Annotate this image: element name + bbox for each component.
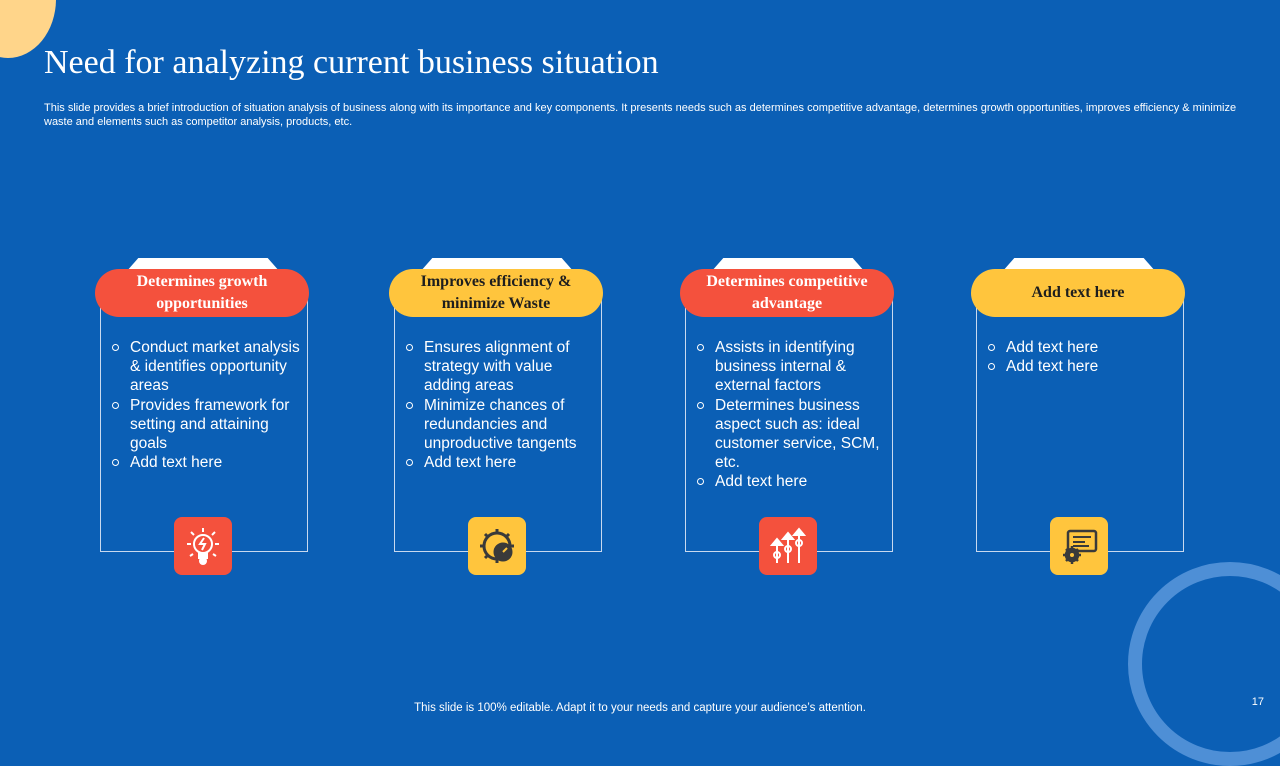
list-item: Add text here	[695, 472, 885, 491]
slide-subtitle: This slide provides a brief introduction of situation analysis of business along with its importance and key components. It presents needs such as determines competitive advantage, determines growth opportunities, improves efficiency & minimize waste and elements such as competitor analysis, products, etc.	[44, 102, 1237, 128]
card-heading: Add text here	[971, 269, 1185, 317]
card-add-text	[974, 258, 1184, 578]
monitor-gear-icon	[1050, 517, 1108, 575]
list-item: Provides framework for setting and attaining goals	[110, 396, 300, 454]
list-item: Conduct market analysis & identifies opportunity areas	[110, 338, 300, 396]
list-item: Add text here	[404, 453, 594, 472]
list-item: Determines business aspect such as: ideal customer service, SCM, etc.	[695, 396, 885, 473]
bullet-list	[110, 338, 300, 472]
list-item: Minimize chances of redundancies and unproductive tangents	[404, 396, 594, 454]
slide-title: Need for analyzing current business situation	[44, 44, 659, 81]
gear-gauge-icon	[468, 517, 526, 575]
list-item: Add text here	[110, 453, 300, 472]
footer-note: This slide is 100% editable. Adapt it to your needs and capture your audience’s attention.	[414, 702, 866, 714]
decorative-ring	[1128, 562, 1280, 766]
bullet-list	[404, 338, 594, 472]
bullet-list	[986, 338, 1176, 376]
card-heading: Determines growth opportunities	[95, 269, 309, 317]
card-competitive-advantage	[683, 258, 893, 578]
card-body	[976, 298, 1184, 552]
page-number: 17	[1251, 696, 1264, 708]
lightbulb-gear-icon	[174, 517, 232, 575]
growth-arrows-icon	[759, 517, 817, 575]
list-item: Add text here	[986, 338, 1176, 357]
card-improves-efficiency	[392, 258, 602, 578]
card-heading: Improves efficiency & minimize Waste	[389, 269, 603, 317]
list-item: Assists in identifying business internal & external factors	[695, 338, 885, 396]
list-item: Ensures alignment of strategy with value adding areas	[404, 338, 594, 396]
card-heading: Determines competitive advantage	[680, 269, 894, 317]
card-growth-opportunities	[98, 258, 308, 578]
list-item: Add text here	[986, 357, 1176, 376]
bullet-list	[695, 338, 885, 492]
